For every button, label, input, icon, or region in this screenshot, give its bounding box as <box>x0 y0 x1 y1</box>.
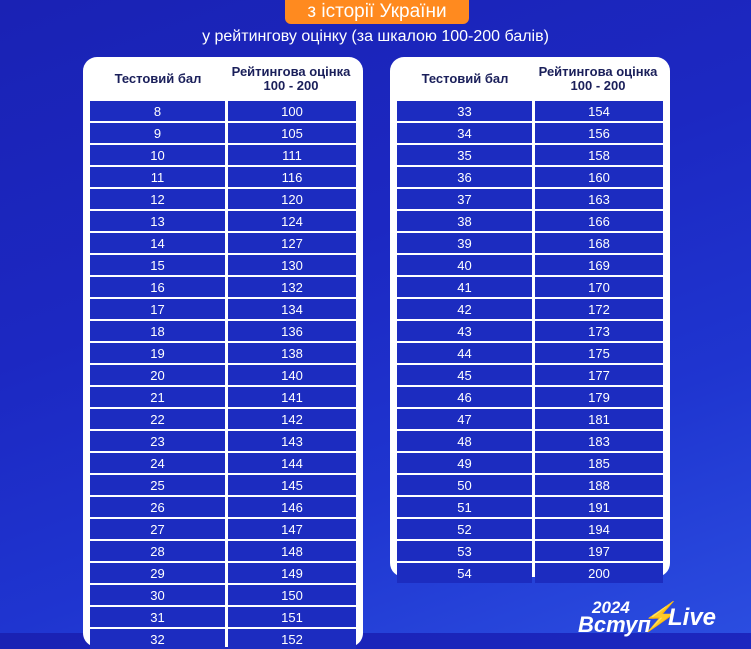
rating-score-cell: 173 <box>535 321 663 341</box>
test-score-cell: 38 <box>397 211 532 231</box>
test-score-cell: 49 <box>397 453 532 473</box>
table-row <box>397 211 663 231</box>
test-score-cell: 40 <box>397 255 532 275</box>
table-row <box>397 343 663 363</box>
table-row <box>90 145 356 165</box>
rating-score-cell: 146 <box>228 497 356 517</box>
table-row <box>90 255 356 275</box>
test-score-cell: 8 <box>90 101 225 121</box>
table-row <box>90 629 356 649</box>
table-row <box>90 585 356 605</box>
rating-score-cell: 120 <box>228 189 356 209</box>
rating-score-cell: 166 <box>535 211 663 231</box>
rating-score-cell: 156 <box>535 123 663 143</box>
table-row <box>397 167 663 187</box>
test-score-cell: 20 <box>90 365 225 385</box>
rating-score-cell: 144 <box>228 453 356 473</box>
table-row <box>90 321 356 341</box>
rating-score-cell: 132 <box>228 277 356 297</box>
rating-score-cell: 160 <box>535 167 663 187</box>
test-score-cell: 35 <box>397 145 532 165</box>
test-score-cell: 19 <box>90 343 225 363</box>
rating-score-cell: 136 <box>228 321 356 341</box>
table-body <box>90 101 356 649</box>
rating-score-cell: 175 <box>535 343 663 363</box>
table-row <box>397 475 663 495</box>
rating-score-cell: 177 <box>535 365 663 385</box>
test-score-cell: 51 <box>397 497 532 517</box>
column-header-rating: Рейтингова оцінка 100 - 200 <box>538 64 658 93</box>
rating-score-cell: 191 <box>535 497 663 517</box>
rating-score-cell: 140 <box>228 365 356 385</box>
rating-score-cell: 197 <box>535 541 663 561</box>
table-row <box>90 431 356 451</box>
page-subtitle: у рейтингову оцінку (за шкалою 100-200 балів) <box>202 28 549 45</box>
rating-score-cell: 183 <box>535 431 663 451</box>
logo-live: Live <box>668 604 717 631</box>
rating-score-cell: 200 <box>535 563 663 583</box>
rating-score-cell: 130 <box>228 255 356 275</box>
test-score-cell: 14 <box>90 233 225 253</box>
rating-score-cell: 143 <box>228 431 356 451</box>
score-table-right <box>390 57 670 581</box>
vstup-live-logo <box>578 598 738 637</box>
rating-score-cell: 138 <box>228 343 356 363</box>
rating-score-cell: 168 <box>535 233 663 253</box>
table-row <box>90 453 356 473</box>
test-score-cell: 21 <box>90 387 225 407</box>
table-row <box>397 519 663 539</box>
rating-score-cell: 194 <box>535 519 663 539</box>
table-row <box>397 101 663 121</box>
table-row <box>90 233 356 253</box>
rating-score-cell: 100 <box>228 101 356 121</box>
logo-year: 2024 <box>592 598 630 617</box>
test-score-cell: 48 <box>397 431 532 451</box>
table-row <box>90 607 356 627</box>
rating-score-cell: 116 <box>228 167 356 187</box>
table-row <box>90 365 356 385</box>
test-score-cell: 52 <box>397 519 532 539</box>
table-row <box>397 453 663 473</box>
table-row <box>90 519 356 539</box>
rating-score-cell: 142 <box>228 409 356 429</box>
test-score-cell: 10 <box>90 145 225 165</box>
table-row <box>90 101 356 121</box>
rating-score-cell: 172 <box>535 299 663 319</box>
table-row <box>90 299 356 319</box>
rating-score-cell: 141 <box>228 387 356 407</box>
rating-score-cell: 169 <box>535 255 663 275</box>
test-score-cell: 37 <box>397 189 532 209</box>
score-table-left <box>83 57 363 647</box>
table-row <box>397 431 663 451</box>
rating-score-cell: 145 <box>228 475 356 495</box>
table-row <box>90 211 356 231</box>
test-score-cell: 43 <box>397 321 532 341</box>
test-score-cell: 41 <box>397 277 532 297</box>
test-score-cell: 36 <box>397 167 532 187</box>
rating-score-cell: 181 <box>535 409 663 429</box>
table-row <box>397 563 663 583</box>
test-score-cell: 13 <box>90 211 225 231</box>
table-row <box>397 123 663 143</box>
rating-score-cell: 150 <box>228 585 356 605</box>
test-score-cell: 18 <box>90 321 225 341</box>
test-score-cell: 47 <box>397 409 532 429</box>
table-row <box>397 541 663 561</box>
table-row <box>397 255 663 275</box>
test-score-cell: 31 <box>90 607 225 627</box>
column-header-test-score: Тестовий бал <box>421 71 509 86</box>
table-row <box>90 387 356 407</box>
test-score-cell: 42 <box>397 299 532 319</box>
table-row <box>90 409 356 429</box>
rating-score-cell: 151 <box>228 607 356 627</box>
rating-score-cell: 124 <box>228 211 356 231</box>
test-score-cell: 28 <box>90 541 225 561</box>
table-row <box>397 387 663 407</box>
test-score-cell: 11 <box>90 167 225 187</box>
table-row <box>90 475 356 495</box>
rating-score-cell: 149 <box>228 563 356 583</box>
test-score-cell: 50 <box>397 475 532 495</box>
table-row <box>90 343 356 363</box>
lightning-bolt-icon: ⚡ <box>641 601 676 632</box>
test-score-cell: 30 <box>90 585 225 605</box>
test-score-cell: 9 <box>90 123 225 143</box>
rating-score-cell: 185 <box>535 453 663 473</box>
rating-score-cell: 188 <box>535 475 663 495</box>
rating-score-cell: 179 <box>535 387 663 407</box>
rating-score-cell: 147 <box>228 519 356 539</box>
table-row <box>90 167 356 187</box>
column-header-rating: Рейтингова оцінка 100 - 200 <box>231 64 351 93</box>
table-body <box>397 101 663 583</box>
test-score-cell: 12 <box>90 189 225 209</box>
test-score-cell: 26 <box>90 497 225 517</box>
test-score-cell: 16 <box>90 277 225 297</box>
table-row <box>397 233 663 253</box>
rating-score-cell: 158 <box>535 145 663 165</box>
rating-score-cell: 111 <box>228 145 356 165</box>
test-score-cell: 53 <box>397 541 532 561</box>
rating-score-cell: 154 <box>535 101 663 121</box>
table-row <box>90 123 356 143</box>
table-header <box>397 57 663 101</box>
table-row <box>90 541 356 561</box>
table-row <box>397 299 663 319</box>
table-row <box>90 277 356 297</box>
table-row <box>90 497 356 517</box>
table-row <box>397 145 663 165</box>
logo-word: Вступ <box>578 612 651 637</box>
test-score-cell: 39 <box>397 233 532 253</box>
test-score-cell: 25 <box>90 475 225 495</box>
rating-score-cell: 152 <box>228 629 356 649</box>
rating-score-cell: 127 <box>228 233 356 253</box>
rating-score-cell: 163 <box>535 189 663 209</box>
table-row <box>90 563 356 583</box>
page-title: з історії України <box>285 0 469 24</box>
test-score-cell: 17 <box>90 299 225 319</box>
table-row <box>397 497 663 517</box>
test-score-cell: 33 <box>397 101 532 121</box>
table-row <box>397 321 663 341</box>
test-score-cell: 46 <box>397 387 532 407</box>
table-row <box>397 189 663 209</box>
table-row <box>397 277 663 297</box>
table-header <box>90 57 356 101</box>
test-score-cell: 15 <box>90 255 225 275</box>
test-score-cell: 27 <box>90 519 225 539</box>
rating-score-cell: 105 <box>228 123 356 143</box>
table-row <box>397 365 663 385</box>
test-score-cell: 23 <box>90 431 225 451</box>
test-score-cell: 45 <box>397 365 532 385</box>
table-row <box>90 189 356 209</box>
rating-score-cell: 134 <box>228 299 356 319</box>
column-header-test-score: Тестовий бал <box>114 71 202 86</box>
rating-score-cell: 170 <box>535 277 663 297</box>
test-score-cell: 29 <box>90 563 225 583</box>
test-score-cell: 22 <box>90 409 225 429</box>
test-score-cell: 44 <box>397 343 532 363</box>
test-score-cell: 34 <box>397 123 532 143</box>
rating-score-cell: 148 <box>228 541 356 561</box>
table-row <box>397 409 663 429</box>
test-score-cell: 32 <box>90 629 225 649</box>
test-score-cell: 54 <box>397 563 532 583</box>
test-score-cell: 24 <box>90 453 225 473</box>
